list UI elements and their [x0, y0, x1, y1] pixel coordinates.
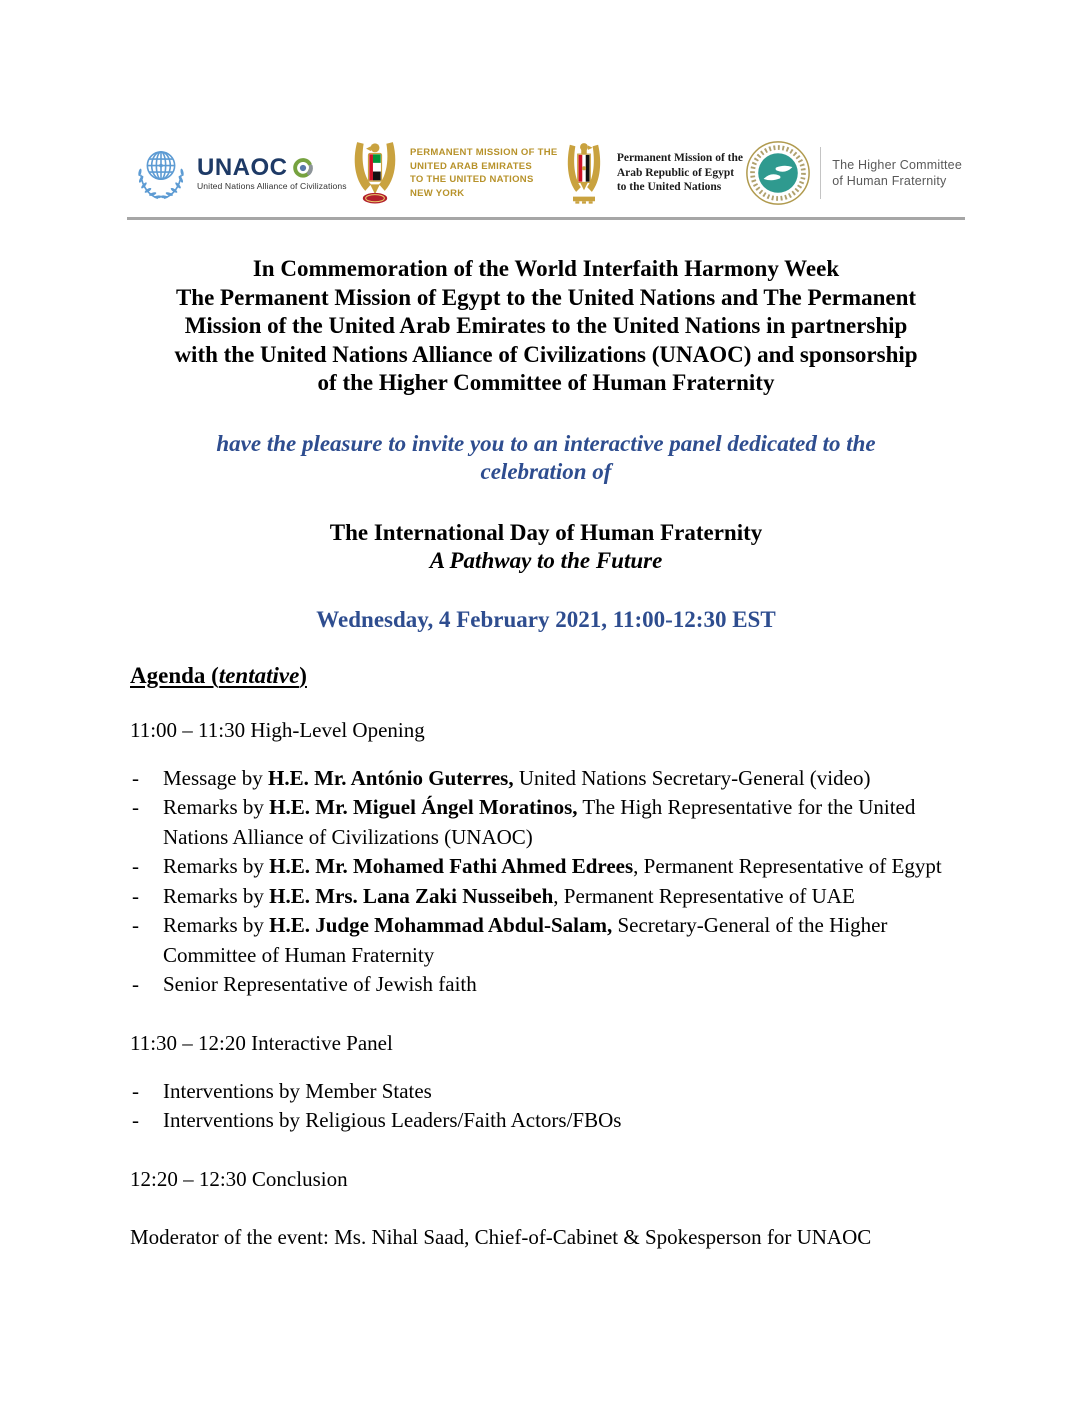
- hchf-logo: [745, 140, 962, 206]
- hchf-divider: [820, 147, 821, 199]
- agenda-bullet-list: [130, 764, 962, 1000]
- bullet-dash-icon: -: [132, 795, 139, 819]
- agenda-item-text: Interventions by Religious Leaders/Faith Actors/FBOs: [163, 1108, 622, 1132]
- text-line: have the pleasure to invite you to an interactive panel dedicated to the: [216, 430, 876, 456]
- event-title: The International Day of Human Fraternity: [329, 519, 763, 545]
- hchf-text: [832, 157, 962, 189]
- text-line: of Human Fraternity: [832, 174, 947, 188]
- unaoc-acronym: UNAOC: [197, 153, 288, 181]
- agenda-item-speaker: H.E. Mr. António Guterres,: [267, 765, 514, 790]
- logo-strip: [130, 138, 962, 208]
- agenda-item-speaker: H.E. Mr. Mohamed Fathi Ahmed Edrees: [269, 854, 634, 878]
- text-line: Permanent Mission of the: [616, 152, 743, 165]
- text-line: of the Higher Committee of Human Fraternity: [317, 370, 775, 395]
- text-line: NEW YORK: [409, 187, 465, 199]
- agenda-heading-suffix: ): [299, 662, 307, 688]
- agenda-item-text: Remarks by: [163, 883, 270, 908]
- egypt-mission-logo: [560, 140, 743, 206]
- agenda-item: [130, 1077, 962, 1107]
- unaoc-logo: [130, 142, 347, 204]
- text-line: Mission of the United Arab Emirates to the United Nations in partnership: [184, 313, 908, 338]
- text-line: to the United Nations: [616, 181, 722, 194]
- divider-rule: [127, 217, 965, 220]
- bullet-dash-icon: -: [132, 1078, 139, 1103]
- egypt-eagle-icon: [560, 140, 608, 206]
- bullet-dash-icon: -: [132, 972, 139, 996]
- event-datetime: Wednesday, 4 February 2021, 11:00-12:30 EST: [316, 606, 776, 632]
- agenda-item: [130, 911, 962, 970]
- text-line: TO THE UNITED NATIONS: [409, 174, 534, 185]
- agenda-item-text: Remarks by: [163, 854, 270, 878]
- unaoc-wordmark: [197, 153, 347, 191]
- agenda-item-text: Senior Representative of Jewish faith: [163, 972, 477, 996]
- uae-mission-logo: [349, 140, 558, 206]
- agenda-item-speaker: H.E. Mrs. Lana Zaki Nusseibeh: [269, 883, 554, 908]
- agenda-item-speaker: H.E. Mr. Miguel Ángel Moratinos,: [269, 795, 578, 819]
- agenda-section-time: 11:00 – 11:30 High-Level Opening: [130, 717, 425, 742]
- text-line: The Permanent Mission of Egypt to the United Nations and The Permanent: [175, 284, 917, 310]
- agenda-item-text: United Nations Secretary-General (video): [513, 765, 871, 790]
- unaoc-swirl-icon: [291, 156, 315, 180]
- agenda-item-text: The High Representative for the United Nations Alliance of Civilizations (UNAOC): [163, 795, 916, 849]
- text-line: Arab Republic of Egypt: [616, 166, 735, 179]
- bullet-dash-icon: -: [132, 1108, 139, 1132]
- agenda-sections: [130, 716, 962, 1194]
- agenda-item: [130, 852, 962, 882]
- event-title-block: [130, 519, 962, 576]
- agenda-item-text: Interventions by Member States: [163, 1078, 432, 1103]
- egypt-mission-text: [617, 151, 743, 195]
- agenda-heading-text: [130, 663, 307, 688]
- agenda-item: [130, 882, 962, 912]
- agenda-item-text: Secretary-General of the Higher Committee of Human Fraternity: [163, 913, 888, 967]
- agenda-item: [130, 793, 962, 852]
- text-line: PERMANENT MISSION OF THE: [409, 147, 558, 158]
- agenda-heading: [130, 661, 962, 690]
- agenda-heading-italic: tentative: [218, 662, 300, 688]
- text-line: celebration of: [480, 459, 612, 484]
- agenda-section-time: 12:20 – 12:30 Conclusion: [130, 1166, 348, 1191]
- agenda-item-text: Remarks by: [163, 795, 270, 819]
- bullet-dash-icon: -: [132, 883, 139, 908]
- text-line: with the United Nations Alliance of Civilizations (UNAOC) and sponsorship: [174, 341, 918, 367]
- text-line: The Higher Committee: [832, 158, 962, 172]
- agenda-item: [130, 1106, 962, 1136]
- unaoc-tagline: United Nations Alliance of Civilizations: [197, 180, 347, 191]
- bullet-dash-icon: -: [132, 854, 139, 878]
- invitation-text: [130, 430, 962, 487]
- bullet-dash-icon: -: [132, 765, 139, 790]
- agenda-heading-prefix: Agenda (: [130, 662, 219, 688]
- uae-mission-text: [410, 146, 558, 200]
- moderator-line: Moderator of the event: Ms. Nihal Saad, Chief-of-Cabinet & Spokesperson for UNAOC: [130, 1224, 872, 1249]
- agenda-item-text: Remarks by: [163, 913, 270, 937]
- agenda-item: [130, 764, 962, 794]
- bullet-dash-icon: -: [132, 913, 139, 937]
- hchf-seal-icon: [745, 140, 811, 206]
- agenda-item-text: Message by: [163, 765, 268, 790]
- agenda-item-text: , Permanent Representative of Egypt: [633, 854, 942, 878]
- un-emblem-icon: [130, 142, 192, 204]
- agenda-section-time: 11:30 – 12:20 Interactive Panel: [130, 1030, 393, 1055]
- agenda-item-speaker: H.E. Judge Mohammad Abdul-Salam,: [269, 913, 613, 937]
- text-line: UNITED ARAB EMIRATES: [409, 160, 533, 172]
- event-header: [130, 255, 962, 398]
- text-line: In Commemoration of the World Interfaith Harmony Week: [252, 256, 840, 281]
- agenda-bullet-list: [130, 1077, 962, 1136]
- agenda-item: [130, 970, 962, 1000]
- agenda-item-text: , Permanent Representative of UAE: [553, 883, 855, 908]
- event-subtitle: A Pathway to the Future: [429, 548, 663, 573]
- uae-falcon-icon: [349, 140, 401, 206]
